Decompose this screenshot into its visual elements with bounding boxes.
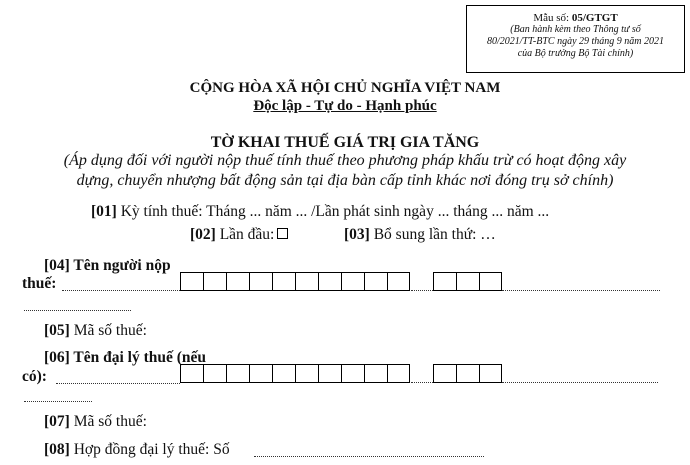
field-04-label-line-1: [04] Tên người nộp	[44, 257, 171, 274]
char-box[interactable]	[364, 272, 387, 291]
char-box[interactable]	[226, 272, 249, 291]
subtitle-line-2: dựng, chuyển nhượng bất động sản tại địa bàn cấp tỉnh khác nơi đóng trụ sở chính)	[76, 172, 614, 189]
char-box[interactable]	[226, 364, 249, 383]
char-box[interactable]	[456, 272, 479, 291]
field-06-label-line-2: có):	[22, 368, 47, 385]
field-04-dots-trailing	[502, 290, 660, 291]
char-box[interactable]	[180, 272, 203, 291]
field-03-text: Bổ sung lần thứ: …	[369, 226, 496, 243]
char-box[interactable]	[203, 272, 226, 291]
field-06-dots-between	[411, 382, 433, 383]
char-box[interactable]	[249, 272, 272, 291]
subtitle-line-1: (Áp dụng đối với người nộp thuế tính thuế theo phương pháp khấu trừ có hoạt động xây	[63, 152, 627, 169]
document-title: TỜ KHAI THUẾ GIÁ TRỊ GIA TĂNG	[210, 134, 480, 151]
field-07-text: Mã số thuế:	[69, 413, 147, 430]
field-04-dots-between	[411, 290, 433, 291]
motto-text: Độc lập - Tự do - Hạnh phúc	[253, 98, 437, 114]
motto	[0, 98, 690, 115]
char-box[interactable]	[272, 364, 295, 383]
field-08-text: Hợp đồng đại lý thuế: Số	[69, 441, 230, 458]
issued-line-1: (Ban hành kèm theo Thông tư số	[510, 24, 641, 35]
field-08-agency-contract	[44, 441, 230, 459]
field-04-dotted-leader	[62, 290, 180, 291]
char-box[interactable]	[479, 364, 502, 383]
issued-line-3: của Bộ trưởng Bộ Tài chính)	[517, 48, 634, 59]
char-box[interactable]	[295, 272, 318, 291]
char-box[interactable]	[203, 364, 226, 383]
char-box[interactable]	[341, 364, 364, 383]
char-box[interactable]	[433, 272, 456, 291]
field-01-code: [01]	[91, 203, 117, 220]
char-box[interactable]	[387, 272, 410, 291]
char-box[interactable]	[341, 272, 364, 291]
field-04-name-boxes-group-2[interactable]	[433, 272, 502, 291]
field-03-supplement	[344, 226, 496, 244]
char-box[interactable]	[318, 272, 341, 291]
char-box[interactable]	[456, 364, 479, 383]
form-code-line	[467, 12, 684, 24]
field-02-first-time	[190, 226, 288, 244]
field-05-tax-id	[44, 322, 147, 340]
field-06-agent-boxes-group-2[interactable]	[433, 364, 502, 383]
field-08-contract-number-dots[interactable]	[254, 456, 484, 457]
field-06-label-line-1: [06] Tên đại lý thuế (nếu	[44, 349, 207, 366]
field-01-period	[91, 203, 549, 221]
char-box[interactable]	[364, 364, 387, 383]
char-box[interactable]	[295, 364, 318, 383]
field-06-dots-trailing	[502, 382, 658, 383]
field-07-code: [07]	[44, 413, 70, 430]
field-02-text: Lần đầu:	[215, 226, 275, 243]
field-08-code: [08]	[44, 441, 70, 458]
char-box[interactable]	[433, 364, 456, 383]
form-code-label: Mẫu số:	[533, 12, 572, 24]
nation-heading: CỘNG HÒA XÃ HỘI CHỦ NGHĨA VIỆT NAM	[189, 80, 501, 96]
form-code: 05/GTGT	[571, 12, 618, 24]
field-06-dotted-leader	[56, 383, 180, 384]
char-box[interactable]	[479, 272, 502, 291]
field-06-dots-continuation	[24, 401, 92, 402]
field-04-dots-continuation	[24, 310, 131, 311]
field-04-label-line-2: thuế:	[22, 275, 57, 292]
field-01-text: Kỳ tính thuế: Tháng ... năm ... /Lần phát sinh ngày ... tháng ... năm ...	[116, 203, 550, 220]
field-04-name-boxes-group-1[interactable]	[180, 272, 410, 291]
field-05-code: [05]	[44, 322, 70, 339]
field-06-agent-boxes-group-1[interactable]	[180, 364, 410, 383]
char-box[interactable]	[387, 364, 410, 383]
field-03-code: [03]	[344, 226, 370, 243]
first-time-checkbox[interactable]	[277, 228, 288, 239]
field-02-code: [02]	[190, 226, 216, 243]
issued-line-2: 80/2021/TT-BTC ngày 29 tháng 9 năm 2021	[486, 36, 665, 47]
form-code-box	[466, 5, 685, 73]
char-box[interactable]	[318, 364, 341, 383]
field-05-text: Mã số thuế:	[69, 322, 147, 339]
field-07-tax-id	[44, 413, 147, 431]
char-box[interactable]	[180, 364, 203, 383]
char-box[interactable]	[249, 364, 272, 383]
char-box[interactable]	[272, 272, 295, 291]
